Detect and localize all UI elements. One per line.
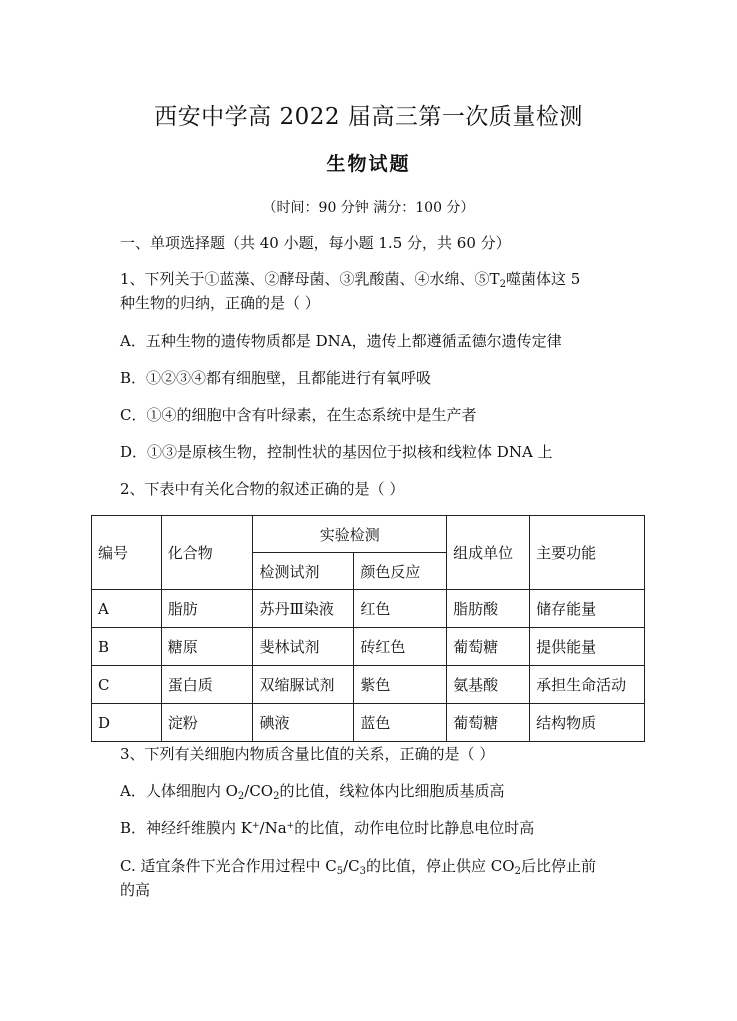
q1-stem-post: 噬菌体这 5 — [505, 270, 581, 288]
table-header-row — [92, 516, 645, 553]
cell-unit: 葡萄糖 — [447, 704, 530, 742]
q3a-post: 的比值，线粒体内比细胞质基质高 — [279, 782, 505, 800]
q1-stem-line1 — [120, 268, 640, 290]
cell-color: 砖红色 — [354, 628, 447, 666]
q1-stem-sub: 2 — [499, 279, 506, 290]
cell-function: 结构物质 — [530, 704, 645, 742]
header-experiment: 实验检测 — [253, 516, 447, 553]
q1-option-b: B．①②③④都有细胞壁，且都能进行有氧呼吸 — [120, 369, 432, 387]
q3c-post2: 后比停止前 — [520, 857, 596, 875]
q1-option-d: D．①③是原核生物，控制性状的基因位于拟核和线粒体 DNA 上 — [120, 443, 553, 461]
q3a-sub2: 2 — [273, 791, 280, 802]
q3c-sub3: 2 — [514, 866, 521, 877]
q3c-mid: /C — [343, 857, 360, 875]
cell-id: B — [92, 628, 162, 666]
table-row — [92, 590, 645, 628]
cell-compound: 蛋白质 — [161, 666, 253, 704]
cell-color: 红色 — [354, 590, 447, 628]
cell-reagent: 碘液 — [253, 704, 354, 742]
header-function: 主要功能 — [530, 516, 645, 590]
header-compound: 化合物 — [161, 516, 253, 590]
cell-id: D — [92, 704, 162, 742]
section-heading: 一、单项选择题（共 40 小题，每小题 1.5 分，共 60 分） — [120, 234, 511, 252]
q3c-sub1: 5 — [336, 866, 344, 877]
header-id: 编号 — [92, 516, 162, 590]
q3a-mid: /CO — [244, 782, 274, 800]
q3c-pre: C. 适宜条件下光合作用过程中 C — [120, 857, 337, 875]
cell-reagent: 斐林试剂 — [253, 628, 354, 666]
q3b-post: 的比值，动作电位时比静息电位时高 — [294, 819, 535, 837]
q3c-post: 的比值，停止供应 CO — [366, 857, 515, 875]
exam-title: 西安中学高 2022 届高三第一次质量检测 — [154, 104, 583, 130]
cell-unit: 脂肪酸 — [447, 590, 530, 628]
q3-option-b — [120, 817, 640, 839]
table-row — [92, 704, 645, 742]
table-row — [92, 628, 645, 666]
cell-function: 储存能量 — [530, 590, 645, 628]
header-color: 颜色反应 — [354, 553, 447, 590]
cell-id: A — [92, 590, 162, 628]
q3c-sub2: 3 — [359, 866, 367, 877]
cell-compound: 淀粉 — [161, 704, 253, 742]
header-unit: 组成单位 — [447, 516, 530, 590]
compound-table — [91, 515, 645, 742]
exam-meta: （时间：90 分钟 满分：100 分） — [262, 200, 475, 216]
cell-reagent: 双缩脲试剂 — [253, 666, 354, 704]
q3b-sup2: + — [286, 821, 295, 831]
q1-stem-pre: 1、下列关于①蓝藻、②酵母菌、③乳酸菌、④水绵、⑤T — [120, 270, 500, 288]
cell-function: 提供能量 — [530, 628, 645, 666]
cell-reagent: 苏丹Ⅲ染液 — [253, 590, 354, 628]
table-row — [92, 666, 645, 704]
header-reagent: 检测试剂 — [253, 553, 354, 590]
q3-option-c-line2: 的高 — [120, 881, 151, 899]
q1-option-c: C．①④的细胞中含有叶绿素，在生态系统中是生产者 — [120, 406, 477, 424]
cell-unit: 葡萄糖 — [447, 628, 530, 666]
q3a-pre: A．人体细胞内 O — [120, 782, 238, 800]
cell-function: 承担生命活动 — [530, 666, 645, 704]
cell-compound: 糖原 — [161, 628, 253, 666]
cell-compound: 脂肪 — [161, 590, 253, 628]
cell-unit: 氨基酸 — [447, 666, 530, 704]
q3b-sup1: + — [252, 821, 260, 831]
q3b-mid: /Na — [259, 819, 287, 837]
q3-option-c-line1 — [120, 855, 640, 877]
q3a-sub1: 2 — [237, 791, 245, 802]
q3b-pre: B．神经纤维膜内 K — [120, 819, 252, 837]
q3-option-a — [120, 780, 640, 802]
cell-color: 蓝色 — [354, 704, 447, 742]
exam-subtitle: 生物试题 — [326, 153, 411, 175]
q1-stem-line2: 种生物的归纳，正确的是（ ） — [120, 294, 320, 312]
q3-stem: 3、下列有关细胞内物质含量比值的关系，正确的是（ ） — [120, 745, 495, 763]
cell-color: 紫色 — [354, 666, 447, 704]
q2-stem: 2、下表中有关化合物的叙述正确的是（ ） — [120, 480, 405, 498]
cell-id: C — [92, 666, 162, 704]
q1-option-a: A．五种生物的遗传物质都是 DNA，遗传上都遵循孟德尔遗传定律 — [120, 332, 562, 350]
